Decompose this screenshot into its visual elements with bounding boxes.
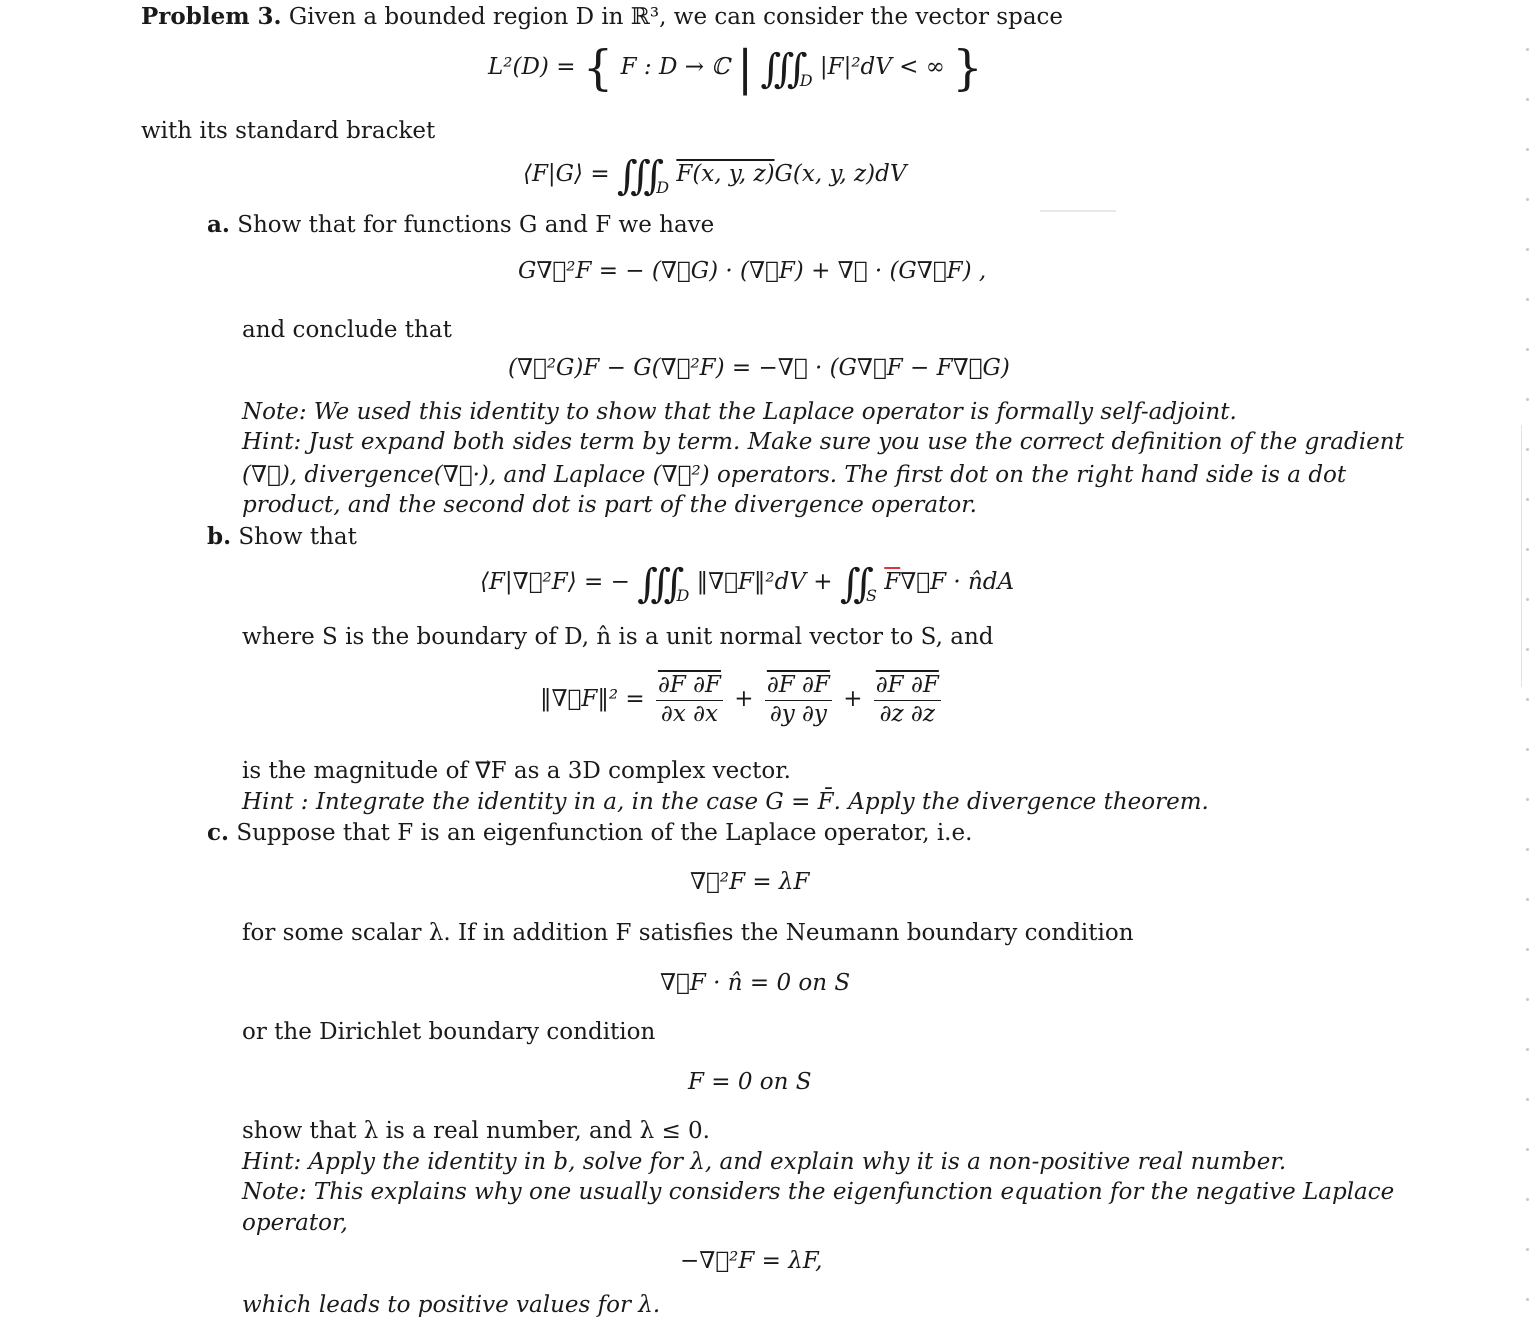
- margin-dot: [1526, 948, 1529, 951]
- triple-integral-sign: ∭: [760, 46, 800, 92]
- part-b-label: b.: [207, 523, 232, 550]
- part-b-hint: Hint : Integrate the identity in a, in the case G = F̄. Apply the divergence theorem.: [242, 789, 1209, 815]
- brace-close: }: [952, 40, 983, 96]
- triple-integral-sign: ∭: [637, 561, 677, 607]
- conjugate-term: F(x, y, z): [676, 161, 775, 187]
- margin-dot: [1526, 298, 1529, 301]
- part-a-text: Show that for functions G and F we have: [237, 212, 715, 238]
- neumann-condition: ∇⃗F · n̂ = 0 on S: [660, 970, 851, 996]
- margin-dot: [1526, 698, 1529, 701]
- part-c-show: show that λ is a real number, and λ ≤ 0.: [242, 1118, 710, 1144]
- plus-sign: +: [843, 686, 863, 713]
- part-c-label: c.: [207, 819, 230, 846]
- part-c-closing: which leads to positive values for λ.: [242, 1292, 661, 1318]
- set-separator: |: [736, 40, 754, 96]
- brace-open: {: [582, 40, 614, 96]
- part-b-where: where S is the boundary of D, n̂ is a unit normal vector to S, and: [242, 624, 994, 650]
- part-a-hint-line-2: (∇⃗), divergence(∇⃗·), and Laplace (∇⃗²) operators. The first dot on the right hand side is a dot: [242, 462, 1347, 488]
- norm-lhs: ‖∇⃗F‖² =: [540, 686, 645, 713]
- gradient-norm-definition: [540, 672, 945, 728]
- margin-dot: [1526, 898, 1529, 901]
- integral-subscript: D: [656, 178, 670, 197]
- part-b-lhs: ⟨F|∇⃗²F⟩ = −: [480, 569, 630, 595]
- surface-subscript: S: [865, 586, 877, 605]
- margin-dot: [1526, 1148, 1529, 1151]
- bracket-lhs: ⟨F|G⟩ =: [523, 161, 610, 187]
- part-b-text: Show that: [238, 524, 357, 550]
- margin-dot: [1526, 998, 1529, 1001]
- bracket-integrand: G(x, y, z)dV: [774, 161, 907, 187]
- part-b-heading: [207, 523, 357, 552]
- part-a-note: Note: We used this identity to show that the Laplace operator is formally self-adjoint.: [242, 399, 1237, 425]
- plus-sign: +: [734, 686, 754, 713]
- margin-dot: [1526, 348, 1529, 351]
- margin-dot: [1526, 548, 1529, 551]
- problem-header: [141, 3, 1063, 32]
- fraction-y: $\frac{\partial F \partial F}{\partial y \partial y}$: [766, 672, 830, 727]
- margin-dot: [1526, 248, 1529, 251]
- part-c-heading: [207, 819, 972, 848]
- margin-dot: [1526, 598, 1529, 601]
- margin-dot: [1526, 798, 1529, 801]
- part-a-hint-line-1: Hint: Just expand both sides term by term. Make sure you use the correct definition of the gradient: [242, 429, 1404, 455]
- fraction-z: $\frac{\partial F \partial F}{\partial z \partial z}$: [875, 672, 939, 727]
- integral-subscript: D: [676, 586, 690, 605]
- margin-dot: [1526, 98, 1529, 101]
- eigen-equation: ∇⃗²F = λF: [690, 869, 810, 895]
- bracket-intro: with its standard bracket: [141, 118, 436, 144]
- margin-dots: [1524, 0, 1532, 1321]
- conjugate-F: $\overline{F}$: [884, 569, 901, 595]
- margin-dot: [1526, 48, 1529, 51]
- part-a-label: a.: [207, 211, 230, 238]
- problem-intro: Given a bounded region D in ℝ³, we can consider the vector space: [288, 4, 1064, 30]
- margin-dot: [1526, 148, 1529, 151]
- margin-dot: [1526, 648, 1529, 651]
- part-c-or-dirichlet: or the Dirichlet boundary condition: [242, 1019, 656, 1045]
- double-integral-sign: ∬: [839, 561, 866, 607]
- dirichlet-condition: F = 0 on S: [688, 1069, 812, 1095]
- negative-laplace-equation: −∇⃗²F = λF,: [680, 1248, 823, 1274]
- margin-dot: [1526, 848, 1529, 851]
- margin-dot: [1526, 1248, 1529, 1251]
- part-a-identity: G∇⃗²F = − (∇⃗G) · (∇⃗F) + ∇⃗ · (G∇⃗F) ,: [518, 258, 987, 284]
- l2-integrand: |F|²dV < ∞: [819, 54, 945, 80]
- part-c-note-line-2: operator,: [242, 1210, 348, 1236]
- part-b-magnitude: is the magnitude of ∇⃗F as a 3D complex vector.: [242, 758, 791, 784]
- triple-integral-sign: ∭: [616, 153, 657, 199]
- fraction-x: $\frac{\partial F \partial F}{\partial x \partial x}$: [657, 672, 721, 727]
- part-a-hint-line-3: product, and the second dot is part of the divergence operator.: [242, 492, 977, 518]
- problem-label: Problem 3.: [141, 3, 282, 30]
- margin-dot: [1526, 198, 1529, 201]
- volume-integrand: ‖∇⃗F‖²dV +: [696, 569, 833, 595]
- part-c-note-line-1: Note: This explains why one usually considers the eigenfunction equation for the negative Laplace: [242, 1179, 1395, 1205]
- margin-dot: [1526, 1298, 1529, 1301]
- part-b-identity: [480, 560, 1014, 608]
- part-c-text: Suppose that F is an eigenfunction of the Laplace operator, i.e.: [236, 820, 973, 846]
- surface-integrand: ∇⃗F · n̂dA: [900, 569, 1015, 595]
- margin-dot: [1526, 448, 1529, 451]
- bracket-definition: [523, 152, 906, 200]
- integral-subscript: D: [799, 71, 813, 90]
- margin-dot: [1526, 748, 1529, 751]
- l2-lhs: L²(D) =: [488, 54, 576, 80]
- part-a-conclude: and conclude that: [242, 317, 452, 343]
- part-c-scalar: for some scalar λ. If in addition F satisfies the Neumann boundary condition: [242, 920, 1134, 946]
- scan-smudge: [1040, 210, 1116, 212]
- margin-dot: [1526, 1198, 1529, 1201]
- part-c-hint: Hint: Apply the identity in b, solve for λ, and explain why it is a non-positive real number.: [242, 1149, 1287, 1175]
- margin-dot: [1526, 398, 1529, 401]
- l2-set-left: F : D → ℂ: [620, 54, 730, 80]
- part-a-conclusion: (∇⃗²G)F − G(∇⃗²F) = −∇⃗ · (G∇⃗F − F∇⃗G): [508, 355, 1010, 381]
- part-a-heading: [207, 211, 714, 240]
- l2-definition: [488, 40, 983, 98]
- margin-dot: [1526, 1048, 1529, 1051]
- margin-line: [1521, 425, 1522, 687]
- margin-dot: [1526, 1098, 1529, 1101]
- margin-dot: [1526, 498, 1529, 501]
